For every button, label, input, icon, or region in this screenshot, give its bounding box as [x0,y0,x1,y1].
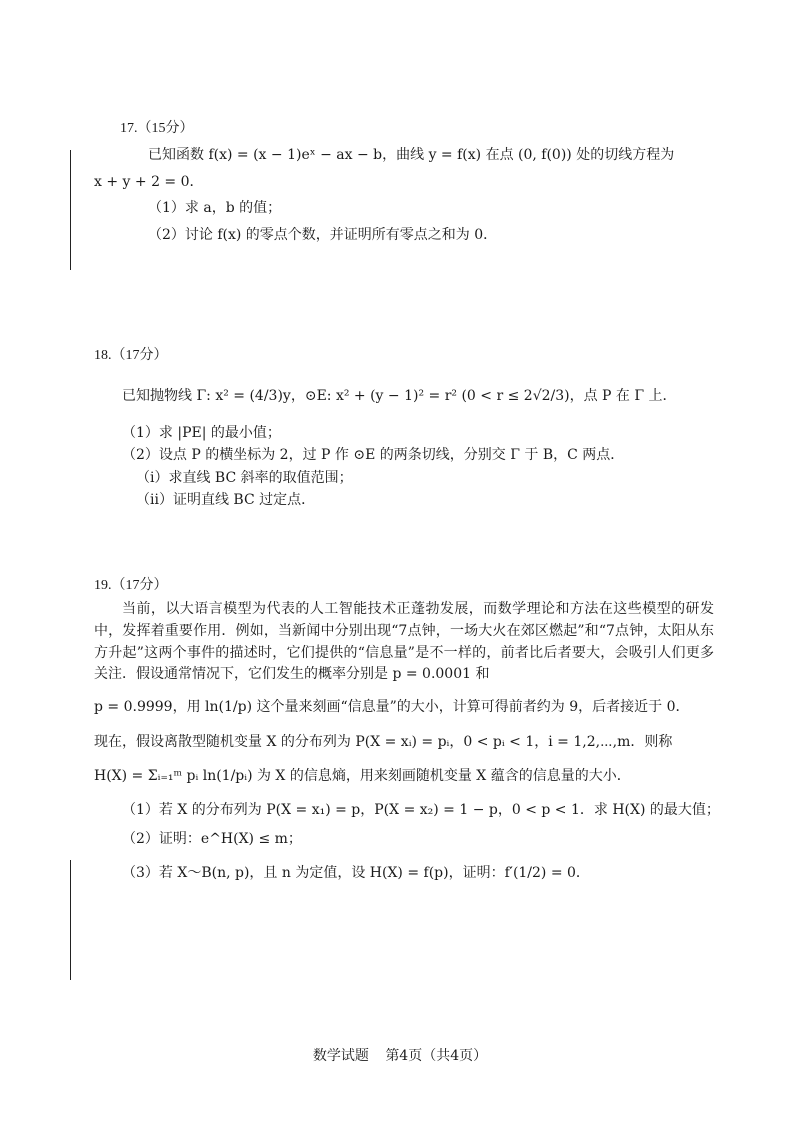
problem-19-heading: 19.（17分） [94,578,168,593]
problem-19-entropy-def: H(X) = Σᵢ₌₁ᵐ pᵢ ln(1/pᵢ) 为 X 的信息熵，用来刻画随机变量 X 蕴含的信息量的大小． [94,767,631,784]
problem-18-part-2-i: （i）求直线 BC 斜率的取值范围； [136,469,353,486]
problem-17-part-1: （1）求 a，b 的值； [148,200,282,217]
problem-18-heading: 18.（17分） [94,348,168,363]
footer-page-number: 第4页（共4页） [385,1048,488,1064]
problem-19-background: 当前，以大语言模型为代表的人工智能技术正蓬勃发展，而数学理论和方法在这些模型的研发中，发挥着重要作用．例如，当新闻中分别出现“7点钟，一场大火在郊区燃起”和“7点钟，太阳从东方升起”这两个事件的描述时，它们提供的“信息量”是不一样的，前者比后者要大，会吸引人们更多关注．假设通常情况下，它们发生的概率分别是 p = 0.0001 和 [94,601,714,683]
problem-18-part-1: （1）求 |PE| 的最小值； [122,424,281,441]
problem-17-stem: 已知函数 f(x) = (x − 1)eˣ − ax − b，曲线 y = f(x) 在点 (0, f(0)) 处的切线方程为 [148,147,675,164]
problem-17-part-2: （2）讨论 f(x) 的零点个数，并证明所有零点之和为 0． [148,226,498,243]
problem-18-stem: 已知抛物线 Γ: x² = (4/3)y，⊙E: x² + (y − 1)² = r² (0 < r ≤ 2√2/3)，点 P 在 Γ 上． [122,388,677,405]
problem-19-distribution: 现在，假设离散型随机变量 X 的分布列为 P(X = xᵢ) = pᵢ，0 < pᵢ < 1，i = 1,2,⋯,m．则称 [94,733,673,750]
problem-17-stem-cont: x + y + 2 = 0． [94,173,204,190]
footer-subject: 数学试题 [312,1048,369,1064]
binding-line-top [70,150,71,270]
problem-19-part-1: （1）若 X 的分布列为 P(X = x₁) = p，P(X = x₂) = 1 − p，0 < p < 1．求 H(X) 的最大值； [122,802,720,819]
binding-line-bottom [70,860,71,980]
problem-18-part-2: （2）设点 P 的横坐标为 2，过 P 作 ⊙E 的两条切线，分别交 Γ 于 B，C 两点． [122,447,625,464]
page-footer [0,1045,800,1065]
problem-18 [94,345,710,511]
problem-19-part-2: （2）证明：e^H(X) ≤ m； [122,830,302,847]
problem-19-part-3: （3）若 X～B(n, p)，且 n 为定值，设 H(X) = f(p)，证明：f′(1/2) = 0． [122,865,590,882]
problem-17 [94,118,710,246]
problem-19-info-measure: p = 0.9999，用 ln(1/p) 这个量来刻画“信息量”的大小，计算可得前者约为 9，后者接近于 0． [94,699,690,716]
problem-18-part-2-ii: （ii）证明直线 BC 过定点． [136,491,316,508]
problem-19 [94,575,720,884]
problem-17-heading: 17.（15分） [120,121,194,136]
